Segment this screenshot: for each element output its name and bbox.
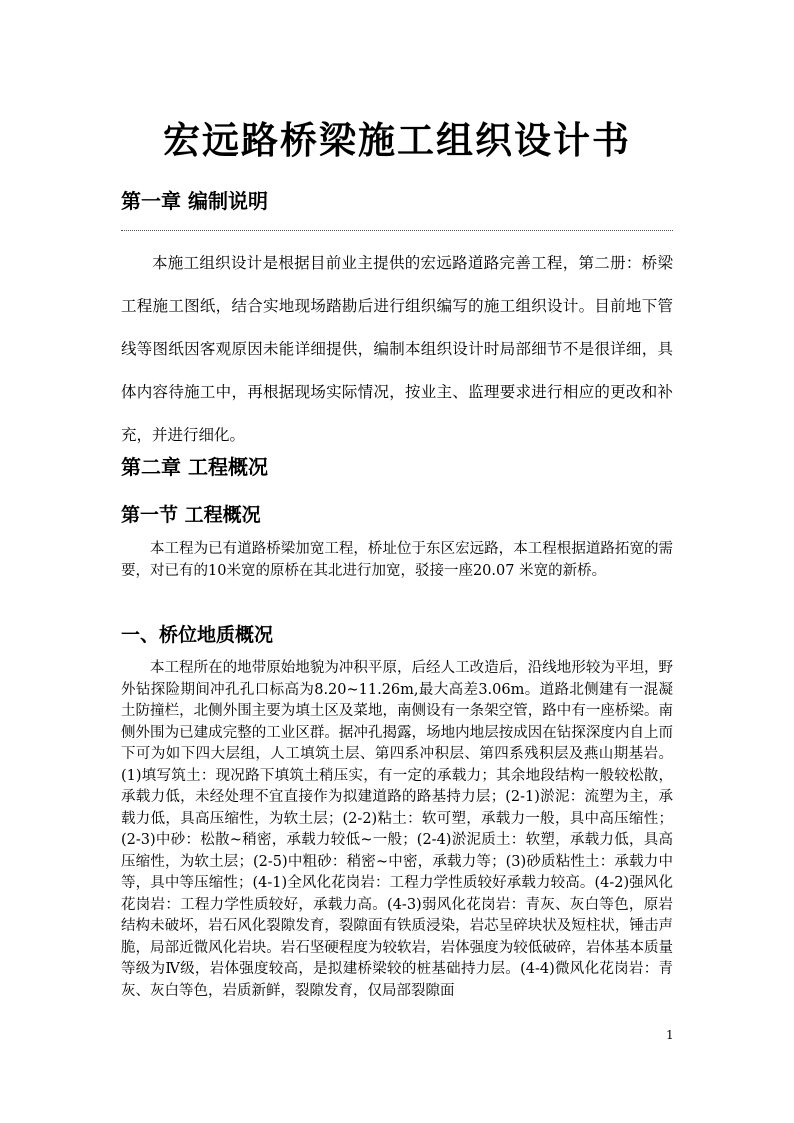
dotted-divider <box>121 230 673 231</box>
section1-paragraph: 本工程为已有道路桥梁加宽工程，桥址位于东区宏远路，本工程根据道路拓宽的需要，对已有的10米宽的原桥在其北进行加宽，驳接一座20.07 米宽的新桥。 <box>121 541 673 579</box>
chapter2-heading: 第二章 工程概况 <box>121 455 268 479</box>
section1-heading: 第一节 工程概况 <box>121 504 261 526</box>
chapter1-paragraph: 本施工组织设计是根据目前业主提供的宏远路道路完善工程，第二册：桥梁工程施工图纸，结合实地现场踏勘后进行组织编写的施工组织设计。目前地下管线等图纸因客观原因未能详细提供，编制本组织设计时局部细节不是很详细，具体内容待施工中，再根据现场实际情况，按业主、监理要求进行相应的更改和补充，并进行细化。 <box>121 254 673 444</box>
page-number: 1 <box>666 1028 674 1042</box>
subsection1-heading: 一、桥位地质概况 <box>121 624 274 646</box>
subsection1-paragraph: 本工程所在的地带原始地貌为冲积平原，后经人工改造后，沿线地形较为平坦，野外钻探险期间冲孔孔口标高为8.20~11.26m,最大高差3.06m。道路北侧建有一混凝土防撞栏，北侧外围主要为填土区及菜地，南侧设有一条架空管，路中有一座桥梁。南侧外围为已建成完整的工业区群。据冲孔揭露，场地内地层按成因在钻探深度内自上而下可为如下四大层组，人工填筑土层、第四系冲积层、第四系残积层及燕山期基岩。(1)填写筑土：现况路下填筑土稍压实，有一定的承载力；其余地段结构一般较松散，承载力低，未经处理不宜直接作为拟建道路的路基持力层；(2-1)淤泥：流塑为主，承载力低，具高压缩性，为软土层；(2-2)粘土：软可塑，承载力一般，具中高压缩性；(2-3)中砂：松散~稍密，承载力较低~一般；(2-4)淤泥质土：软塑，承载力低，具高压缩性，为软土层；(2-5)中粗砂：稍密~中密，承载力等；(3)砂质粘性土：承载力中等，具中等压缩性；(4-1)全风化花岗岩：工程力学性质较好承载力较高。(4-2)强风化花岗岩：工程力学性质较好，承载力高。(4-3)弱风化花岗岩：青灰、灰白等色，原岩结构未破坏，岩石风化裂隙发育，裂隙面有铁质浸染，岩芯呈碎块状及短柱状，锤击声脆，局部近微风化岩块。岩石坚硬程度为较软岩，岩体强度为较低破碎，岩体基本质量等级为Ⅳ级，岩体强度较高，是拟建桥梁较的桩基础持力层。(4-4)微风化花岗岩：青灰、灰白等色，岩质新鲜，裂隙发育，仅局部裂隙面 <box>121 660 673 999</box>
document-title: 宏远路桥梁施工组织设计书 <box>163 118 631 162</box>
chapter1-heading: 第一章 编制说明 <box>121 189 268 213</box>
